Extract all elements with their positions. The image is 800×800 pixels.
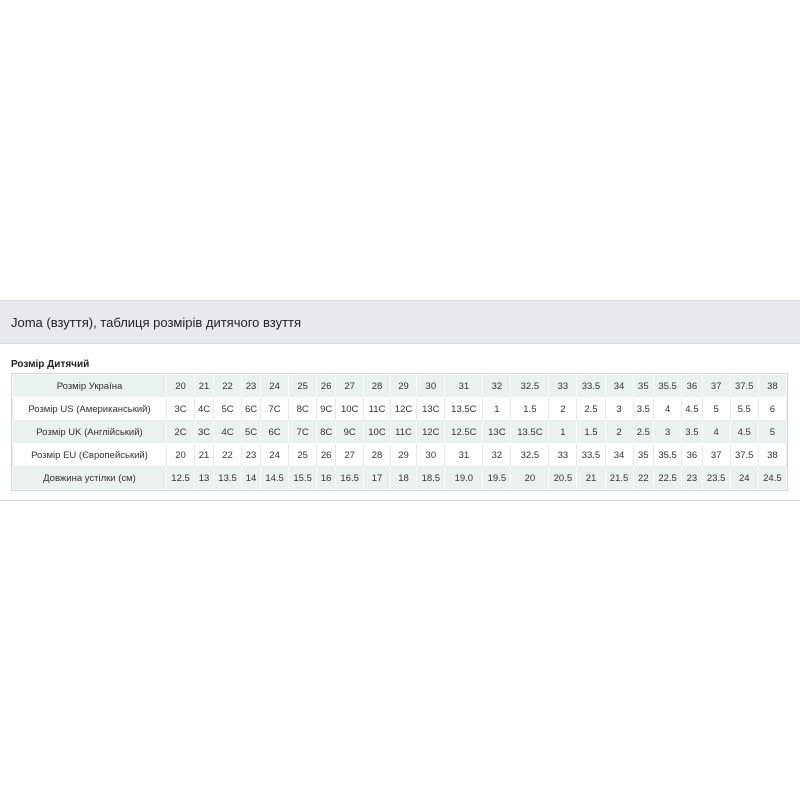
table-cell: 3C — [195, 421, 214, 444]
table-cell: 36 — [682, 375, 702, 398]
table-cell: 27 — [336, 375, 364, 398]
table-cell: 5.5 — [730, 398, 758, 421]
table-cell: 2 — [549, 398, 577, 421]
table-cell: 25 — [289, 375, 317, 398]
table-cell: 1 — [483, 398, 511, 421]
table-cell: 19.5 — [483, 467, 511, 490]
table-cell: 20 — [511, 467, 549, 490]
table-cell: 13 — [195, 467, 214, 490]
table-cell: 37.5 — [730, 375, 758, 398]
table-cell: 37.5 — [730, 444, 758, 467]
table-cell: 22 — [214, 375, 242, 398]
table-cell: 6C — [242, 398, 261, 421]
row-label: Розмір US (Американський) — [13, 398, 167, 421]
table-cell: 33.5 — [577, 375, 605, 398]
table-cell: 26 — [317, 444, 336, 467]
table-row — [13, 398, 787, 421]
table-cell: 19.0 — [445, 467, 483, 490]
table-cell: 36 — [682, 444, 702, 467]
table-cell: 21.5 — [605, 467, 633, 490]
table-cell: 12C — [417, 421, 445, 444]
table-cell: 6 — [758, 398, 786, 421]
table-cell: 5C — [214, 398, 242, 421]
row-label: Розмір UK (Англійський) — [13, 421, 167, 444]
page-title: Joma (взуття), таблиця розмірів дитячого взуття — [11, 314, 302, 330]
table-row — [13, 375, 787, 398]
table-cell: 22 — [633, 467, 653, 490]
table-cell: 22.5 — [654, 467, 682, 490]
table-cell: 34 — [605, 375, 633, 398]
table-cell: 4C — [214, 421, 242, 444]
table-cell: 14.5 — [261, 467, 289, 490]
table-cell: 20 — [167, 444, 195, 467]
table-row — [13, 444, 787, 467]
table-cell: 35.5 — [654, 375, 682, 398]
table-cell: 21 — [577, 467, 605, 490]
table-cell: 33 — [549, 444, 577, 467]
table-cell: 23 — [242, 444, 261, 467]
table-cell: 21 — [195, 444, 214, 467]
table-cell: 25 — [289, 444, 317, 467]
table-cell: 6C — [261, 421, 289, 444]
table-cell: 18.5 — [417, 467, 445, 490]
table-cell: 18 — [390, 467, 417, 490]
table-cell: 28 — [364, 444, 391, 467]
table-cell: 11C — [364, 398, 391, 421]
table-cell: 32 — [483, 375, 511, 398]
table-cell: 35.5 — [654, 444, 682, 467]
table-cell: 12C — [390, 398, 417, 421]
table-cell: 2 — [605, 421, 633, 444]
table-cell: 24.5 — [758, 467, 786, 490]
table-cell: 3.5 — [633, 398, 653, 421]
table-cell: 2C — [167, 421, 195, 444]
table-cell: 23 — [242, 375, 261, 398]
table-cell: 16 — [317, 467, 336, 490]
table-cell: 37 — [702, 444, 730, 467]
table-cell: 23 — [682, 467, 702, 490]
table-cell: 38 — [758, 375, 786, 398]
table-cell: 12.5 — [167, 467, 195, 490]
size-table-container — [11, 373, 788, 491]
table-cell: 21 — [195, 375, 214, 398]
table-cell: 34 — [605, 444, 633, 467]
table-cell: 10C — [364, 421, 391, 444]
table-cell: 13.5 — [214, 467, 242, 490]
table-cell: 13C — [417, 398, 445, 421]
size-table — [12, 374, 787, 490]
table-cell: 4.5 — [730, 421, 758, 444]
table-cell: 20.5 — [549, 467, 577, 490]
table-cell: 1.5 — [511, 398, 549, 421]
table-cell: 7C — [289, 421, 317, 444]
table-row — [13, 421, 787, 444]
table-cell: 5 — [758, 421, 786, 444]
table-cell: 27 — [336, 444, 364, 467]
table-cell: 14 — [242, 467, 261, 490]
table-cell: 20 — [167, 375, 195, 398]
table-cell: 24 — [261, 375, 289, 398]
table-cell: 4.5 — [682, 398, 702, 421]
table-cell: 2.5 — [633, 421, 653, 444]
table-cell: 11C — [390, 421, 417, 444]
table-cell: 8C — [289, 398, 317, 421]
table-cell: 33 — [549, 375, 577, 398]
table-cell: 1.5 — [577, 421, 605, 444]
table-cell: 16.5 — [336, 467, 364, 490]
table-cell: 3 — [605, 398, 633, 421]
table-cell: 1 — [549, 421, 577, 444]
size-chart-panel — [0, 300, 800, 501]
table-cell: 32.5 — [511, 375, 549, 398]
table-cell: 30 — [417, 375, 445, 398]
table-cell: 4 — [702, 421, 730, 444]
table-row — [13, 467, 787, 490]
table-cell: 30 — [417, 444, 445, 467]
table-cell: 5 — [702, 398, 730, 421]
row-label: Довжина устілки (см) — [13, 467, 167, 490]
table-cell: 29 — [390, 375, 417, 398]
table-cell: 10C — [336, 398, 364, 421]
table-cell: 13C — [483, 421, 511, 444]
row-label: Розмір EU (Європейський) — [13, 444, 167, 467]
table-cell: 32.5 — [511, 444, 549, 467]
table-cell: 3 — [654, 421, 682, 444]
table-cell: 3.5 — [682, 421, 702, 444]
table-cell: 13.5C — [511, 421, 549, 444]
table-cell: 2.5 — [577, 398, 605, 421]
table-cell: 17 — [364, 467, 391, 490]
section-title: Розмір Дитячий — [11, 359, 90, 370]
table-cell: 28 — [364, 375, 391, 398]
table-cell: 9C — [336, 421, 364, 444]
table-cell: 3C — [167, 398, 195, 421]
panel-header — [0, 300, 800, 344]
table-cell: 35 — [633, 375, 653, 398]
table-cell: 38 — [758, 444, 786, 467]
table-cell: 4 — [654, 398, 682, 421]
table-cell: 15.5 — [289, 467, 317, 490]
table-cell: 8C — [317, 421, 336, 444]
table-cell: 29 — [390, 444, 417, 467]
table-cell: 23.5 — [702, 467, 730, 490]
table-cell: 31 — [445, 444, 483, 467]
table-cell: 33.5 — [577, 444, 605, 467]
table-cell: 24 — [730, 467, 758, 490]
table-cell: 22 — [214, 444, 242, 467]
table-cell: 5C — [242, 421, 261, 444]
table-cell: 31 — [445, 375, 483, 398]
table-cell: 4C — [195, 398, 214, 421]
table-cell: 26 — [317, 375, 336, 398]
table-cell: 9C — [317, 398, 336, 421]
table-cell: 35 — [633, 444, 653, 467]
table-cell: 7C — [261, 398, 289, 421]
table-cell: 12.5C — [445, 421, 483, 444]
table-cell: 24 — [261, 444, 289, 467]
table-cell: 37 — [702, 375, 730, 398]
table-cell: 13.5C — [445, 398, 483, 421]
table-cell: 32 — [483, 444, 511, 467]
row-label: Розмір Україна — [13, 375, 167, 398]
